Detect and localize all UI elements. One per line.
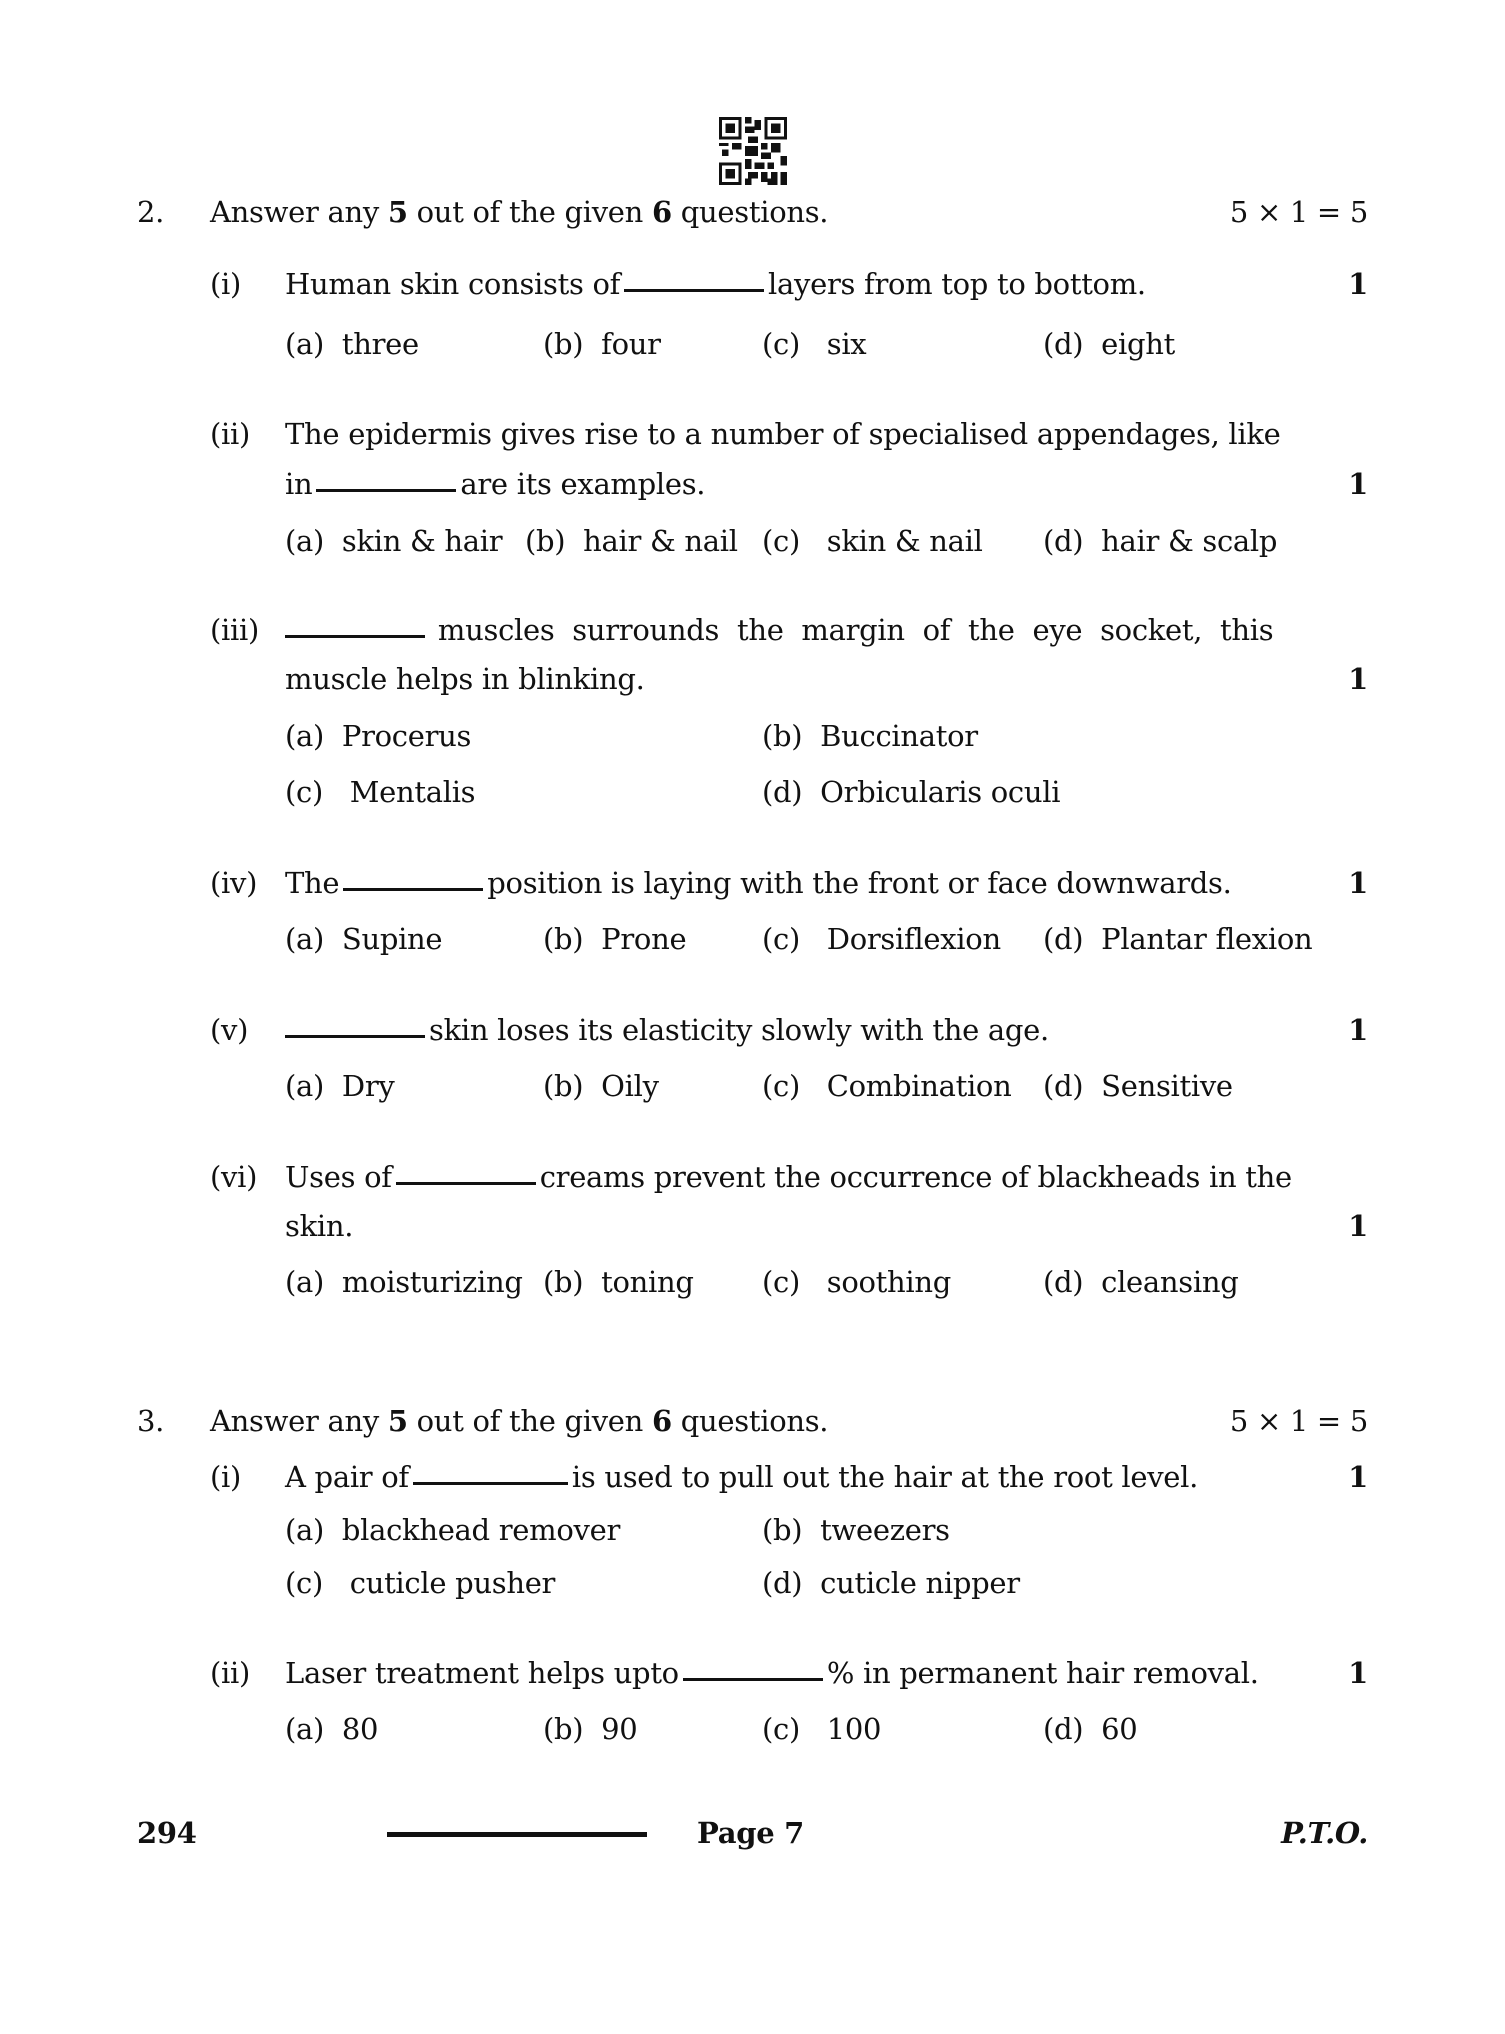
question-text: The position is laying with the front or face downwards.: [285, 866, 1232, 900]
answer-blank: [285, 1035, 425, 1038]
option-d: (d) cleansing: [1043, 1265, 1239, 1299]
option-d: (d) 60: [1043, 1712, 1138, 1746]
section-marks: 5 × 1 = 5: [1229, 195, 1368, 229]
option-c: (c) cuticle pusher: [285, 1566, 556, 1600]
question-text: skin loses its elasticity slowly with the age.: [285, 1016, 1049, 1045]
question-text-cont: muscle helps in blinking.: [285, 662, 645, 696]
question-marks: 1: [1348, 467, 1368, 501]
question-marks: 1: [1348, 1460, 1368, 1494]
option-a: (a) Supine: [285, 922, 443, 956]
option-b: (b) toning: [543, 1265, 694, 1299]
option-c: (c) Mentalis: [285, 775, 476, 809]
option-d: (d) Orbicularis oculi: [762, 775, 1061, 809]
option-c: (c) skin & nail: [762, 524, 983, 558]
option-b: (b) Buccinator: [762, 719, 978, 753]
question-label: (i): [210, 1460, 242, 1494]
answer-blank: [683, 1678, 823, 1681]
option-d: (d) eight: [1043, 327, 1175, 361]
option-d: (d) cuticle nipper: [762, 1566, 1020, 1600]
question-label: (iv): [210, 866, 258, 900]
page-number: Page 7: [697, 1816, 805, 1850]
section-instruction: Answer any 5 out of the given 6 questions.: [210, 1404, 829, 1438]
option-c: (c) Dorsiflexion: [762, 922, 1001, 956]
option-a: (a) Procerus: [285, 719, 472, 753]
answer-blank: [624, 289, 764, 292]
question-label: (vi): [210, 1160, 258, 1194]
question-marks: 1: [1348, 1209, 1368, 1243]
question-marks: 1: [1348, 1656, 1368, 1690]
question-label: (ii): [210, 1656, 250, 1690]
question-label: (i): [210, 267, 242, 301]
question-text: Human skin consists of layers from top to bottom.: [285, 267, 1146, 301]
answer-blank: [396, 1182, 536, 1185]
option-d: (d) hair & scalp: [1043, 524, 1278, 558]
option-a: (a) skin & hair: [285, 524, 503, 558]
option-a: (a) moisturizing: [285, 1265, 523, 1299]
option-b: (b) hair & nail: [525, 524, 738, 558]
option-b: (b) tweezers: [762, 1513, 950, 1547]
qr-code-icon: [717, 117, 789, 185]
section-marks: 5 × 1 = 5: [1229, 1404, 1368, 1438]
answer-blank: [285, 635, 425, 638]
paper-code: 294: [137, 1816, 197, 1850]
answer-blank: [343, 888, 483, 891]
option-a: (a) blackhead remover: [285, 1513, 621, 1547]
question-text: A pair of is used to pull out the hair at the root level.: [285, 1460, 1199, 1494]
question-text: Uses of creams prevent the occurrence of blackheads in the: [285, 1160, 1292, 1194]
section-number: 2.: [137, 195, 165, 229]
option-c: (c) six: [762, 327, 867, 361]
question-text-cont: in are its examples.: [285, 467, 706, 501]
answer-blank: [316, 489, 456, 492]
question-label: (ii): [210, 417, 250, 451]
option-d: (d) Sensitive: [1043, 1069, 1233, 1103]
option-c: (c) soothing: [762, 1265, 951, 1299]
option-c: (c) Combination: [762, 1069, 1012, 1103]
question-label: (iii): [210, 613, 259, 647]
answer-blank: [413, 1482, 568, 1485]
option-b: (b) Oily: [543, 1069, 659, 1103]
option-a: (a) Dry: [285, 1069, 395, 1103]
question-text: muscles surrounds the margin of the eye socket, this: [285, 616, 1295, 645]
question-text-cont: skin.: [285, 1209, 354, 1243]
pto-label: P.T.O.: [1281, 1816, 1368, 1850]
option-c: (c) 100: [762, 1712, 882, 1746]
option-d: (d) Plantar flexion: [1043, 922, 1313, 956]
option-b: (b) four: [543, 327, 661, 361]
section-number: 3.: [137, 1404, 165, 1438]
question-text: The epidermis gives rise to a number of specialised appendages, like: [285, 417, 1281, 451]
option-b: (b) 90: [543, 1712, 638, 1746]
question-marks: 1: [1348, 662, 1368, 696]
option-a: (a) 80: [285, 1712, 379, 1746]
question-text: Laser treatment helps upto % in permanent hair removal.: [285, 1656, 1259, 1690]
question-label: (v): [210, 1013, 249, 1047]
question-marks: 1: [1348, 1013, 1368, 1047]
question-marks: 1: [1348, 267, 1368, 301]
question-marks: 1: [1348, 866, 1368, 900]
footer-divider: [387, 1832, 647, 1837]
option-b: (b) Prone: [543, 922, 687, 956]
option-a: (a) three: [285, 327, 419, 361]
section-instruction: Answer any 5 out of the given 6 questions.: [210, 195, 829, 229]
